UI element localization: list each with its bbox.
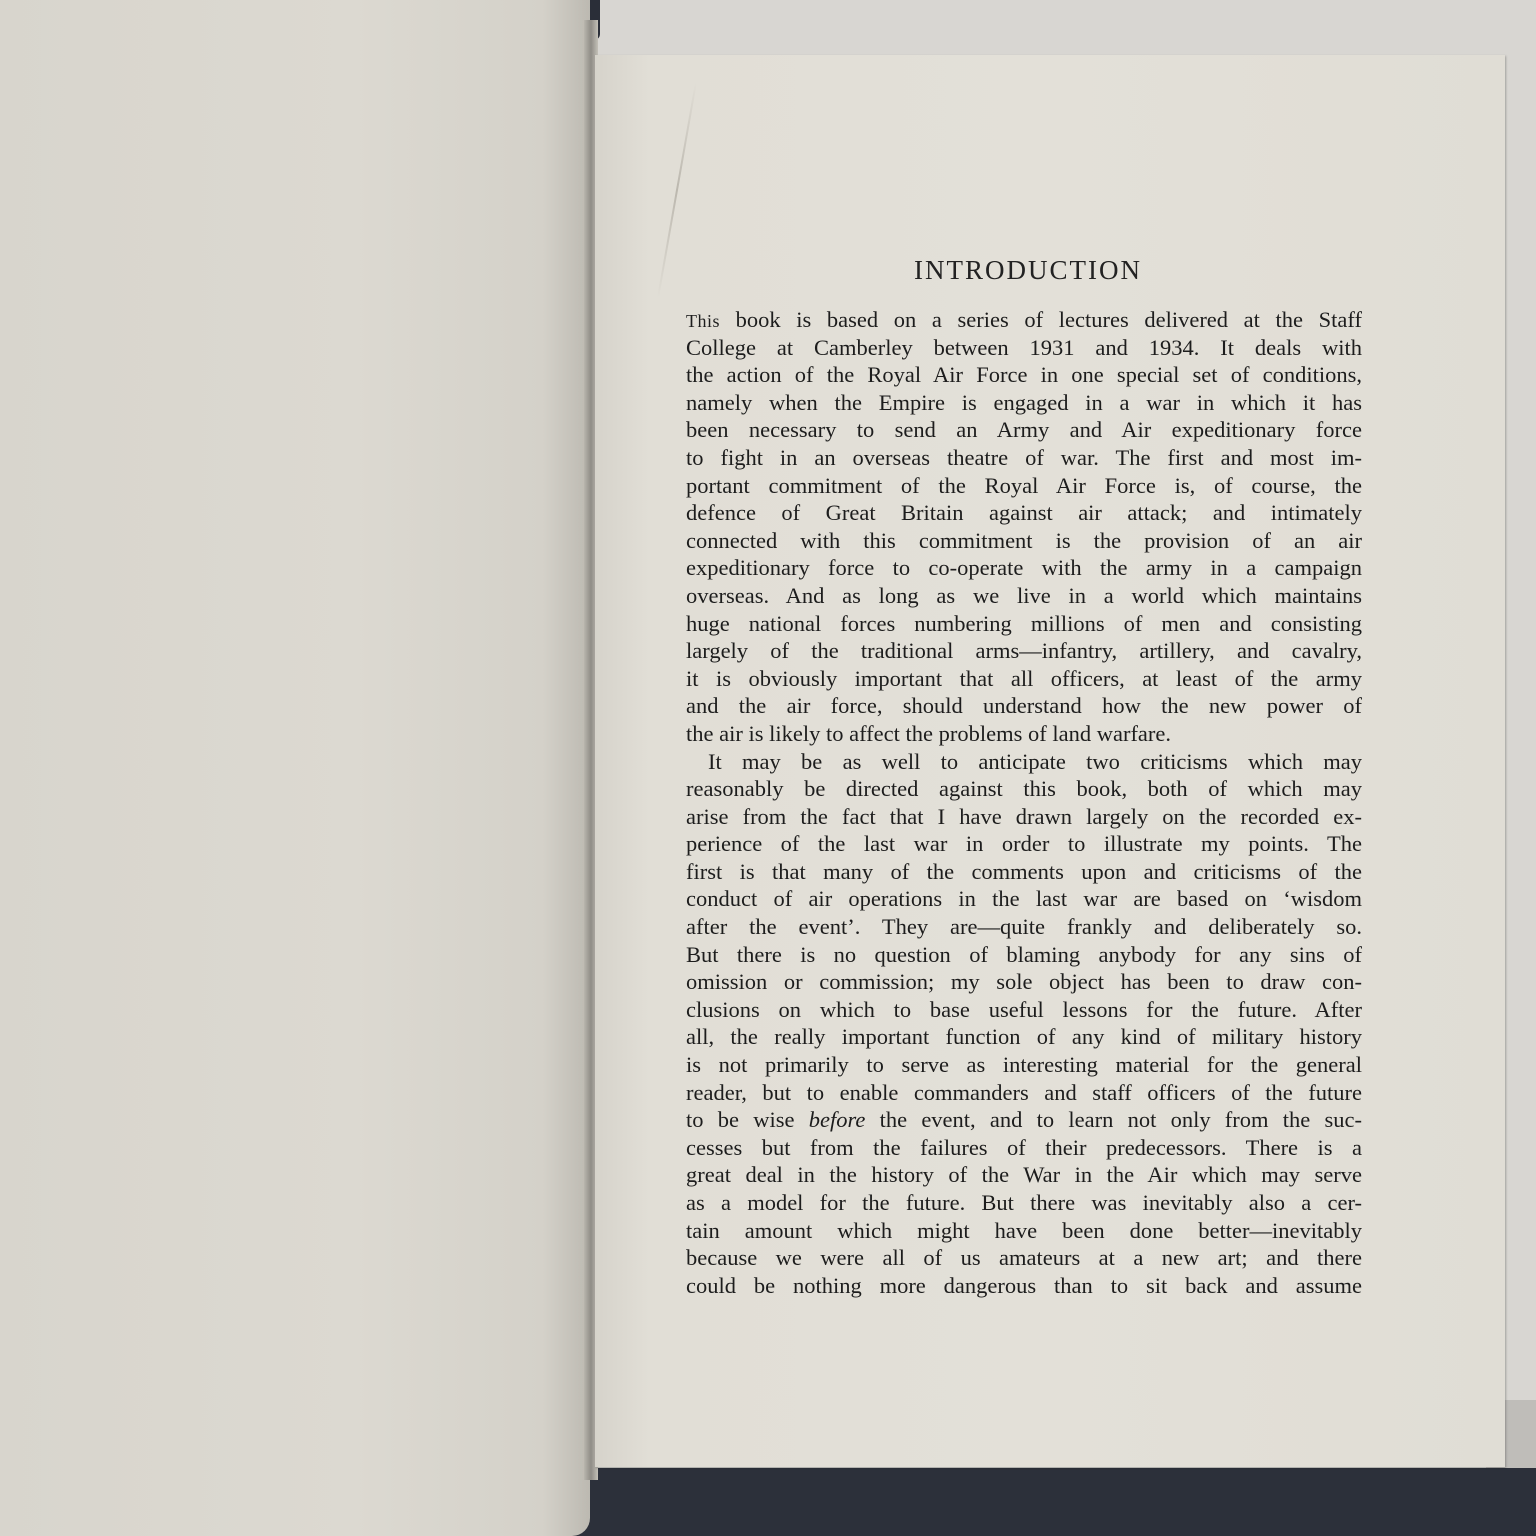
text-line: been necessary to send an Army and Air expeditionary force xyxy=(686,417,1362,443)
text-line: conduct of air operations in the last war are based on ‘wisdom xyxy=(686,886,1362,912)
text-line: and the air force, should understand how the new power of xyxy=(686,693,1362,719)
text-line: This book is based on a series of lectures delivered at the Staff xyxy=(686,307,1362,332)
text-line: tain amount which might have been done better—inevitably xyxy=(686,1217,1362,1243)
text-line: expeditionary force to co-operate with the army in a campaign xyxy=(686,555,1362,581)
left-blank-page xyxy=(0,0,590,1536)
text-line: largely of the traditional arms—infantry, artillery, and cavalry, xyxy=(686,638,1362,664)
text-line: as a model for the future. But there was inevitably also a cer- xyxy=(686,1190,1362,1215)
body-text xyxy=(686,306,1362,1299)
text-line: reasonably be directed against this book, both of which may xyxy=(686,776,1362,802)
text-line: to fight in an overseas theatre of war. The first and most im- xyxy=(686,444,1362,470)
text-line: the air is likely to affect the problems of land warfare. xyxy=(686,720,1172,746)
text-line: portant commitment of the Royal Air Force is, of course, the xyxy=(686,472,1362,498)
text-line: clusions on which to base useful lessons for the future. After xyxy=(686,996,1362,1022)
text-line: overseas. And as long as we live in a world which maintains xyxy=(686,582,1362,608)
text-line: defence of Great Britain against air attack; and intimately xyxy=(686,500,1362,526)
text-line: arise from the fact that I have drawn largely on the recorded ex- xyxy=(686,803,1362,829)
text-line: first is that many of the comments upon and criticisms of the xyxy=(686,858,1362,884)
text-line: perience of the last war in order to illustrate my points. The xyxy=(686,831,1362,857)
text-line: it is obviously important that all officers, at least of the army xyxy=(686,665,1362,691)
text-line: is not primarily to serve as interesting material for the general xyxy=(686,1052,1362,1078)
text-line: because we were all of us amateurs at a new art; and there xyxy=(686,1245,1362,1271)
text-line: namely when the Empire is engaged in a war in which it has xyxy=(686,389,1362,415)
text-line: College at Camberley between 1931 and 1934. It deals with xyxy=(686,334,1362,360)
text-line: cesses but from the failures of their predecessors. There is a xyxy=(686,1134,1362,1160)
text-line: huge national forces numbering millions of men and consisting xyxy=(686,610,1362,636)
text-line: reader, but to enable commanders and staff officers of the future xyxy=(686,1079,1362,1105)
text-line: the action of the Royal Air Force in one special set of conditions, xyxy=(686,362,1362,388)
text-line: to be wise before the event, and to learn not only from the suc- xyxy=(686,1107,1362,1133)
italic-word: before xyxy=(808,1107,866,1133)
text-line: omission or commission; my sole object has been to draw con- xyxy=(686,969,1362,995)
book-cover-bottom xyxy=(560,1468,1536,1536)
text-line: could be nothing more dangerous than to sit back and assume xyxy=(686,1272,1362,1298)
paragraph-1 xyxy=(686,306,1362,748)
text-line: connected with this commitment is the provision of an air xyxy=(686,527,1362,553)
text-line: It may be as well to anticipate two criticisms which may xyxy=(708,748,1362,774)
text-line: great deal in the history of the War in the Air which may serve xyxy=(686,1162,1362,1188)
text-line: all, the really important function of any kind of military history xyxy=(686,1024,1362,1050)
text-line: But there is no question of blaming anybody for any sins of xyxy=(686,941,1362,967)
small-caps-opening-word: This xyxy=(686,311,721,331)
page-title: INTRODUCTION xyxy=(914,255,1142,285)
paragraph-2 xyxy=(686,748,1362,1300)
text-line: after the event’. They are—quite frankly and deliberately so. xyxy=(686,914,1362,940)
